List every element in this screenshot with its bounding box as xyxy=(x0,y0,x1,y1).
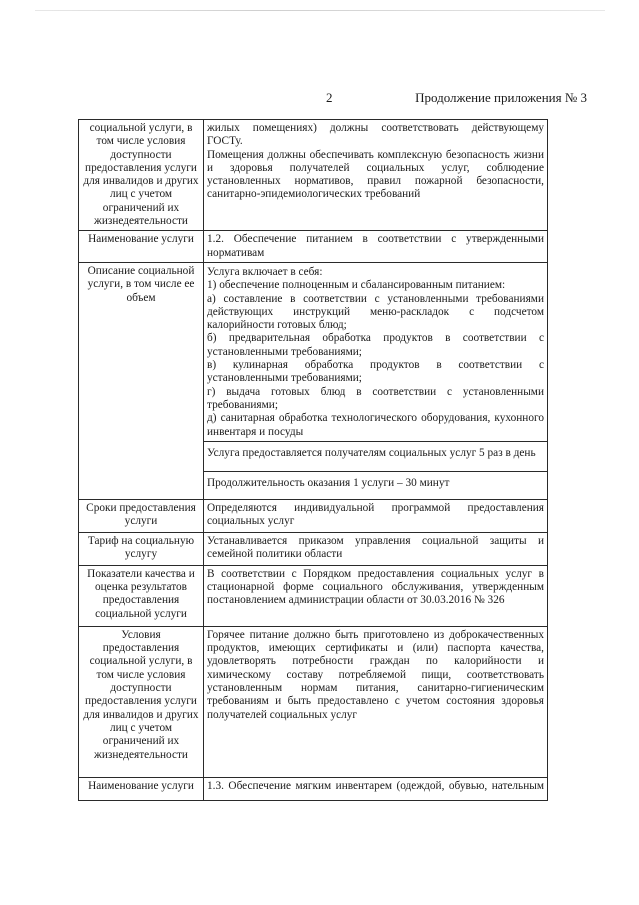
row-content: Услуга включает в себя: 1) обеспечение полноценным и сбалансированным питанием: а) составление в соответствии с установленными требованиями действующих инструкций меню-раскладок с подсчетом калорийности готовых блюд; б) предварительная обработка продуктов в соответствии с установленными требованиями; в) кулинарная обработка продуктов в соответствии с установленными требованиями; г) выдача готовых блюд в соответствии с установленными требованиями; д) санитарная обработка технологического оборудования, кухонного инвентаря и посуды xyxy=(204,262,548,441)
service-description-table xyxy=(78,119,548,801)
scan-top-edge xyxy=(35,10,605,11)
row-label: Описание социальной услуги, в том числе ее объем xyxy=(79,262,204,499)
row-content: В соответствии с Порядком предоставления социальных услуг в стационарной форме социального обслуживания, утвержденным постановлением администрации области от 30.03.2016 № 326 xyxy=(204,565,548,626)
row-content: Горячее питание должно быть приготовлено из доброкачественных продуктов, имеющих сертификаты и (или) паспорта качества, удовлетворять потребности граждан по калорийности и химическому составу потребляемой пищи, соответствовать установленным нормам питания, санитарно-гигиеническим требованиям и быть предоставлено с учетом состояния здоровья получателей социальных услуг xyxy=(204,626,548,777)
table-row xyxy=(79,626,548,777)
row-label: Тариф на социальную услугу xyxy=(79,532,204,565)
page-header xyxy=(0,90,639,110)
row-label: Показатели качества и оценка результатов предоставления социальной услуги xyxy=(79,565,204,626)
row-label: Наименование услуги xyxy=(79,231,204,263)
table-row xyxy=(79,777,548,800)
table-row xyxy=(79,532,548,565)
row-label: Условия предоставления социальной услуги, в том числе условия доступности предоставления услуги для инвалидов и других лиц с учетом ограничений их жизнедеятельности xyxy=(79,626,204,777)
row-content: 1.2. Обеспечение питанием в соответствии с утвержденными нормативам xyxy=(204,231,548,263)
page-number: 2 xyxy=(326,90,333,105)
row-content: Устанавливается приказом управления социальной защиты и семейной политики области xyxy=(204,532,548,565)
row-label: Сроки предоставления услуги xyxy=(79,499,204,532)
row-content: жилых помещениях) должны соответствовать действующему ГОСТу. Помещения должны обеспечивать комплексную безопасность жизни и здоровья получателей социальных услуг, соблюдение установленных нормативов, правил пожарной безопасности, санитарно-эпидемиологических требований xyxy=(204,120,548,231)
row-label: Наименование услуги xyxy=(79,777,204,800)
service-duration: Продолжительность оказания 1 услуги – 30 минут xyxy=(204,471,548,499)
table-row xyxy=(79,565,548,626)
table-row xyxy=(79,262,548,441)
service-frequency: Услуга предоставляется получателям социальных услуг 5 раз в день xyxy=(204,441,548,471)
row-content: 1.3. Обеспечение мягким инвентарем (одеждой, обувью, нательным xyxy=(204,777,548,800)
appendix-continuation-label: Продолжение приложения № 3 xyxy=(415,90,587,105)
table-row xyxy=(79,231,548,263)
table-row xyxy=(79,499,548,532)
row-content: Определяются индивидуальной программой предоставления социальных услуг xyxy=(204,499,548,532)
table-row xyxy=(79,120,548,231)
row-label: социальной услуги, в том числе условия доступности предоставления услуги для инвалидов и других лиц с учетом ограничений их жизнедеятельности xyxy=(79,120,204,231)
